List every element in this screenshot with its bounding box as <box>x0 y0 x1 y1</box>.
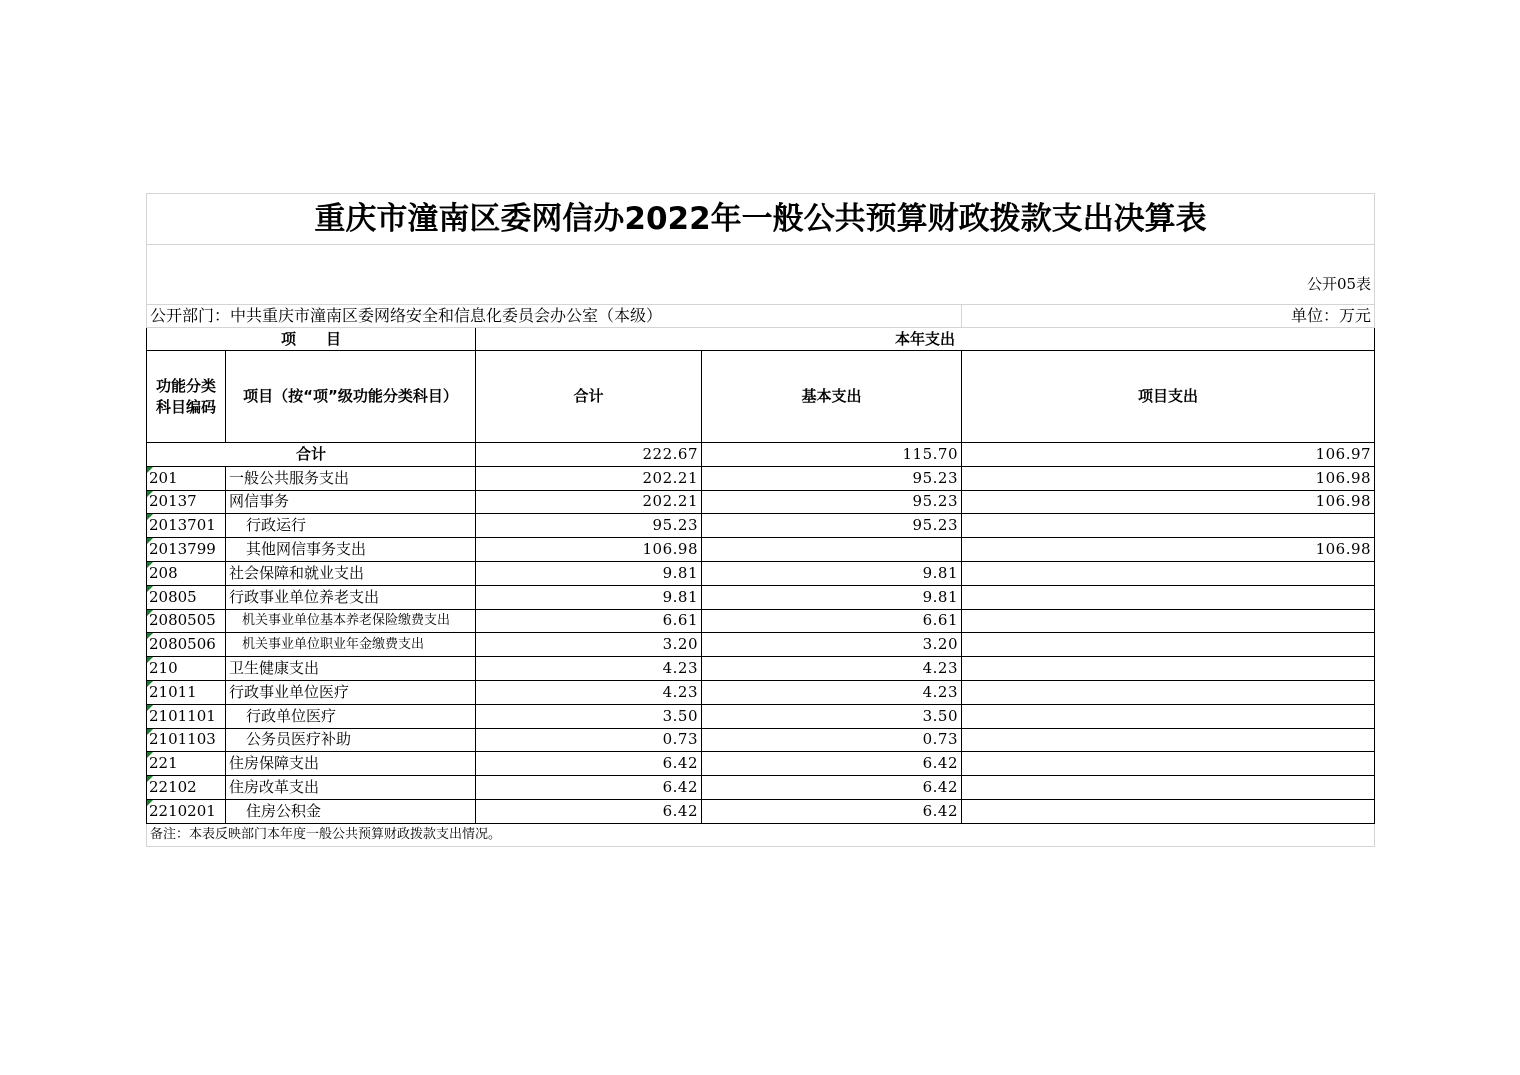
table-row <box>147 752 1375 776</box>
row-name: 公务员医疗补助 <box>226 728 476 752</box>
header-project: 项 目 <box>147 328 476 351</box>
row-code: 20805 <box>147 585 226 609</box>
row-project <box>962 776 1375 800</box>
row-code: 2210201 <box>147 799 226 823</box>
row-basic: 0.73 <box>702 728 962 752</box>
row-project <box>962 704 1375 728</box>
row-name: 行政单位医疗 <box>226 704 476 728</box>
row-basic: 9.81 <box>702 585 962 609</box>
row-code: 201 <box>147 466 226 490</box>
row-code: 210 <box>147 657 226 681</box>
table-row <box>147 561 1375 585</box>
row-total: 3.20 <box>476 633 702 657</box>
row-code: 22102 <box>147 776 226 800</box>
row-basic: 6.42 <box>702 776 962 800</box>
row-name: 行政事业单位养老支出 <box>226 585 476 609</box>
row-basic: 95.23 <box>702 490 962 514</box>
row-total: 106.98 <box>476 538 702 562</box>
total-project: 106.97 <box>962 443 1375 467</box>
row-total: 4.23 <box>476 657 702 681</box>
row-total: 9.81 <box>476 561 702 585</box>
row-name: 行政运行 <box>226 514 476 538</box>
row-project <box>962 585 1375 609</box>
row-name: 行政事业单位医疗 <box>226 680 476 704</box>
row-total: 9.81 <box>476 585 702 609</box>
table-row <box>147 657 1375 681</box>
table-row <box>147 490 1375 514</box>
row-code: 2080506 <box>147 633 226 657</box>
row-basic: 6.42 <box>702 799 962 823</box>
row-total: 202.21 <box>476 466 702 490</box>
row-code: 2101103 <box>147 728 226 752</box>
row-basic: 4.23 <box>702 657 962 681</box>
table-row <box>147 728 1375 752</box>
unit-label: 单位：万元 <box>962 305 1375 328</box>
table-row <box>147 680 1375 704</box>
row-project <box>962 514 1375 538</box>
header-project-exp: 项目支出 <box>962 351 1375 443</box>
row-total: 6.61 <box>476 609 702 633</box>
table-row <box>147 704 1375 728</box>
row-total: 4.23 <box>476 680 702 704</box>
total-total: 222.67 <box>476 443 702 467</box>
table-code: 公开05表 <box>147 245 1375 305</box>
row-project: 106.98 <box>962 466 1375 490</box>
page-title: 重庆市潼南区委网信办2022年一般公共预算财政拨款支出决算表 <box>147 194 1375 245</box>
row-code: 2013701 <box>147 514 226 538</box>
row-project: 106.98 <box>962 538 1375 562</box>
total-basic: 115.70 <box>702 443 962 467</box>
row-name: 住房保障支出 <box>226 752 476 776</box>
row-total: 6.42 <box>476 752 702 776</box>
row-code: 221 <box>147 752 226 776</box>
row-basic: 95.23 <box>702 514 962 538</box>
row-name: 网信事务 <box>226 490 476 514</box>
row-code: 2101101 <box>147 704 226 728</box>
row-name: 卫生健康支出 <box>226 657 476 681</box>
row-name: 社会保障和就业支出 <box>226 561 476 585</box>
row-name: 机关事业单位职业年金缴费支出 <box>226 633 476 657</box>
row-basic: 6.42 <box>702 752 962 776</box>
header-basic: 基本支出 <box>702 351 962 443</box>
department-label: 公开部门：中共重庆市潼南区委网络安全和信息化委员会办公室（本级） <box>147 305 962 328</box>
row-total: 0.73 <box>476 728 702 752</box>
row-project <box>962 728 1375 752</box>
row-project <box>962 752 1375 776</box>
row-code: 21011 <box>147 680 226 704</box>
row-code: 2080505 <box>147 609 226 633</box>
row-basic: 4.23 <box>702 680 962 704</box>
row-code: 20137 <box>147 490 226 514</box>
row-total: 202.21 <box>476 490 702 514</box>
row-name: 其他网信事务支出 <box>226 538 476 562</box>
row-total: 6.42 <box>476 799 702 823</box>
table-row <box>147 585 1375 609</box>
row-project <box>962 799 1375 823</box>
row-basic: 3.20 <box>702 633 962 657</box>
table-row <box>147 776 1375 800</box>
table-row <box>147 609 1375 633</box>
row-basic: 95.23 <box>702 466 962 490</box>
total-row <box>147 443 1375 467</box>
table-row <box>147 466 1375 490</box>
header-current-year: 本年支出 <box>476 328 1375 351</box>
row-project <box>962 609 1375 633</box>
row-code: 2013799 <box>147 538 226 562</box>
row-code: 208 <box>147 561 226 585</box>
row-basic: 6.61 <box>702 609 962 633</box>
header-total: 合计 <box>476 351 702 443</box>
table-row <box>147 633 1375 657</box>
total-label: 合计 <box>147 443 476 467</box>
row-name: 机关事业单位基本养老保险缴费支出 <box>226 609 476 633</box>
budget-table <box>146 193 1375 847</box>
header-code: 功能分类科目编码 <box>147 351 226 443</box>
row-total: 6.42 <box>476 776 702 800</box>
header-name: 项目（按“项”级功能分类科目） <box>226 351 476 443</box>
row-total: 95.23 <box>476 514 702 538</box>
row-project <box>962 680 1375 704</box>
row-project <box>962 561 1375 585</box>
row-project: 106.98 <box>962 490 1375 514</box>
row-total: 3.50 <box>476 704 702 728</box>
table-row <box>147 538 1375 562</box>
table-row <box>147 799 1375 823</box>
table-row <box>147 514 1375 538</box>
row-name: 一般公共服务支出 <box>226 466 476 490</box>
budget-sheet <box>146 193 1374 847</box>
row-basic: 3.50 <box>702 704 962 728</box>
row-basic: 9.81 <box>702 561 962 585</box>
footnote: 备注：本表反映部门本年度一般公共预算财政拨款支出情况。 <box>147 823 1375 846</box>
row-basic <box>702 538 962 562</box>
row-name: 住房公积金 <box>226 799 476 823</box>
row-project <box>962 633 1375 657</box>
row-project <box>962 657 1375 681</box>
row-name: 住房改革支出 <box>226 776 476 800</box>
